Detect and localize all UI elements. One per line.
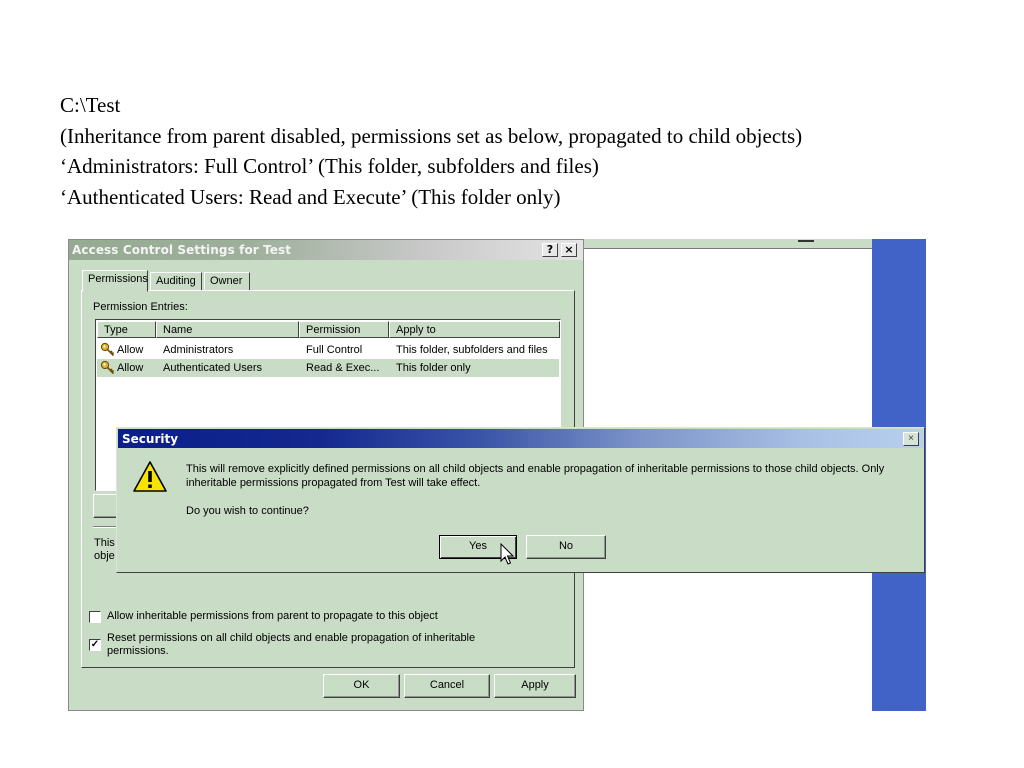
row-apply-to: This folder, subfolders and files bbox=[396, 344, 548, 356]
reset-permissions-checkbox[interactable]: ✓ bbox=[90, 639, 100, 650]
permission-entries-label: Permission Entries: bbox=[93, 301, 188, 313]
slide-caption bbox=[60, 90, 802, 212]
table-row[interactable] bbox=[97, 341, 559, 359]
security-message-line1: This will remove explicitly defined permissions on all child objects and enable propagation of inheritable permissions to those child objects. Only bbox=[186, 463, 885, 475]
list-header bbox=[97, 321, 559, 338]
no-button[interactable]: No bbox=[526, 535, 606, 559]
key-icon bbox=[100, 342, 116, 358]
security-title: Security bbox=[122, 432, 179, 446]
row-name: Administrators bbox=[163, 344, 234, 356]
tab-owner[interactable]: Owner bbox=[204, 272, 250, 291]
security-message-line2: inheritable permissions propagated from Test will take effect. bbox=[186, 477, 481, 489]
row-apply-to: This folder only bbox=[396, 362, 471, 374]
minimize-mark bbox=[798, 240, 814, 242]
tab-permissions[interactable]: Permissions bbox=[82, 270, 148, 292]
caption-administrators: ‘Administrators: Full Control’ (This folder, subfolders and files) bbox=[60, 154, 599, 178]
security-question: Do you wish to continue? bbox=[186, 505, 309, 517]
warning-icon bbox=[132, 460, 168, 494]
row-type: Allow bbox=[117, 362, 144, 374]
apply-button[interactable]: Apply bbox=[494, 674, 576, 698]
table-row[interactable] bbox=[97, 359, 559, 377]
dialog-title: Access Control Settings for Test bbox=[72, 243, 292, 257]
inherit-permissions-label: Allow inheritable permissions from parent to propagate to this object bbox=[107, 610, 438, 622]
column-permission[interactable]: Permission bbox=[299, 321, 389, 338]
background-window-toolbar bbox=[584, 239, 874, 249]
yes-button[interactable]: Yes bbox=[439, 535, 517, 559]
security-titlebar[interactable] bbox=[118, 429, 923, 448]
reset-permissions-label-line1: Reset permissions on all child objects and enable propagation of inheritable bbox=[107, 632, 476, 644]
caption-authenticated-users: ‘Authenticated Users: Read and Execute’ (This folder only) bbox=[60, 184, 561, 209]
caption-path: C:\Test bbox=[60, 93, 121, 117]
help-button[interactable]: ? bbox=[542, 243, 558, 257]
inherit-permissions-checkbox[interactable] bbox=[89, 611, 101, 623]
row-permission: Read & Exec... bbox=[306, 362, 380, 374]
column-apply-to[interactable]: Apply to bbox=[389, 321, 560, 338]
ok-button[interactable]: OK bbox=[323, 674, 400, 698]
column-type[interactable]: Type bbox=[97, 321, 156, 338]
row-name: Authenticated Users bbox=[163, 362, 263, 374]
column-name[interactable]: Name bbox=[156, 321, 299, 338]
cancel-button[interactable]: Cancel bbox=[404, 674, 490, 698]
close-button[interactable]: × bbox=[561, 243, 577, 257]
description-partial-1: This bbox=[94, 537, 115, 549]
security-close-button[interactable]: × bbox=[903, 432, 919, 446]
row-type: Allow bbox=[117, 344, 144, 356]
description-partial-2: obje bbox=[94, 550, 115, 562]
key-icon bbox=[100, 360, 116, 376]
tab-auditing[interactable]: Auditing bbox=[150, 272, 202, 291]
dialog-titlebar[interactable] bbox=[69, 240, 583, 260]
caption-inheritance: (Inheritance from parent disabled, permissions set as below, propagated to child objects) bbox=[60, 123, 803, 148]
row-permission: Full Control bbox=[306, 344, 363, 356]
reset-permissions-label-line2: permissions. bbox=[107, 645, 169, 657]
mouse-cursor-icon bbox=[500, 543, 516, 569]
security-dialog bbox=[116, 427, 925, 573]
